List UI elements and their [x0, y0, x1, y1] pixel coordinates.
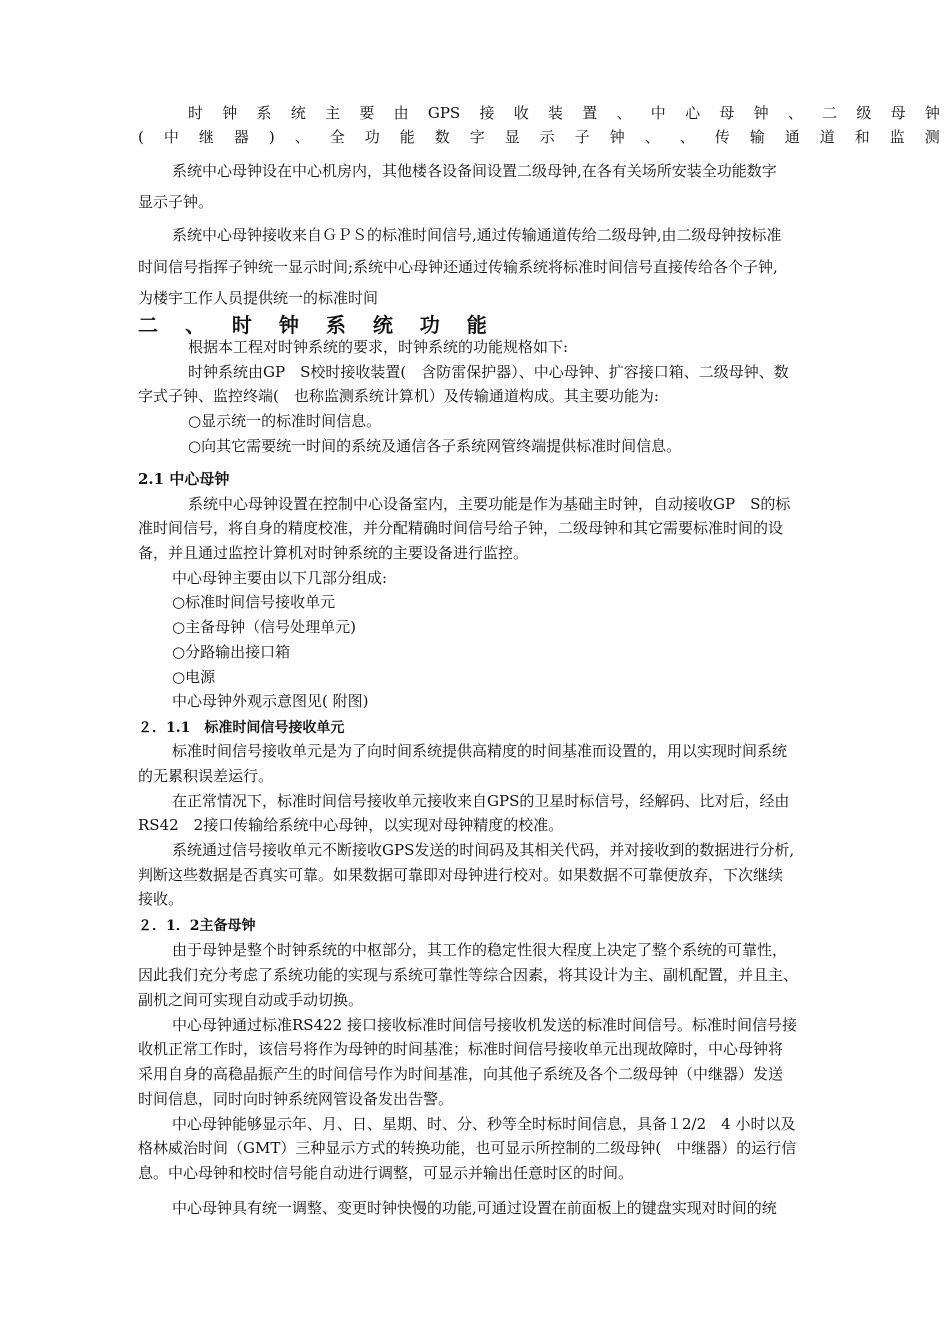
intro-p2-line1: 系统中心母钟设在中心机房内，其他楼各设备间设置二级母钟,在各有关场所安装全功能数字	[172, 162, 777, 180]
s21-p2: 中心母钟主要由以下几部分组成:	[172, 569, 388, 587]
intro-line1-char: 二	[822, 104, 838, 122]
s21-p1-line3: 备，并且通过监控计算机对时钟系统的主要设备进行监控。	[138, 544, 529, 562]
intro-line2-char: )	[268, 128, 275, 146]
s21-item-3: ○分路输出接口箱	[172, 643, 291, 661]
s211-p3-line3: 接收。	[138, 890, 184, 908]
intro-line2-char: 测	[924, 128, 940, 146]
intro-line2-char: 子	[574, 128, 590, 146]
intro-line2-char: 、	[294, 128, 310, 146]
intro-line2-char: 显	[504, 128, 520, 146]
intro-line1-char: 装	[548, 104, 564, 122]
intro-p3-line3: 为楼宇工作人员提供统一的标准时间	[138, 289, 379, 307]
s212-p2-line1: 中心母钟通过标准RS422 接口接收标准时间信号接收机发送的标准时间信号。标准时间信号接	[172, 1016, 797, 1034]
intro-line2-char: 、	[679, 128, 695, 146]
s212-p2-line3: 采用自身的高稳晶振产生的时间信号作为时间基准，向其他子系统及各个二级母钟（中继器）发送	[138, 1065, 784, 1083]
s21-item-1: ○标准时间信号接收单元	[172, 593, 336, 611]
intro-line2-char: 道	[819, 128, 835, 146]
intro-line1-char: 接	[479, 104, 495, 122]
s212-p3-line2: 格林威治时间（GMT）三种显示方式的转换功能，也可显示所控制的二级母钟( 中继器）的运行信	[138, 1139, 797, 1157]
s212-p3-line1: 中心母钟能够显示年、月、日、星期、时、分、秒等全时标时间信息，具备１2/2 4 小时以及	[172, 1115, 796, 1133]
intro-line2-char: 中	[163, 128, 179, 146]
s212-p1-line1: 由于母钟是整个时钟系统的中枢部分，其工作的稳定性很大程度上决定了整个系统的可靠性，	[172, 941, 788, 959]
section2-p1: 根据本工程对时钟系统的要求，时钟系统的功能规格如下:	[188, 338, 569, 356]
intro-line2-char: 全	[329, 128, 345, 146]
intro-line1-char: 主	[325, 104, 341, 122]
section2-p2-line1: 时钟系统由GP S校时接收装置( 含防雷保护器）、中心母钟、扩容接口箱、二级母钟、数	[188, 363, 789, 381]
intro-line1-char: 、	[787, 104, 803, 122]
s21-item-4: ○电源	[172, 668, 216, 686]
s211-p2-line1: 在正常情况下，标准时间信号接收单元接收来自GPS的卫星时标信号，经解码、比对后，经由	[172, 792, 790, 810]
intro-line2-char: 传	[714, 128, 730, 146]
intro-line1-char: 钟	[924, 104, 940, 122]
intro-line1-char: 系	[256, 104, 272, 122]
intro-line1-char: 收	[513, 104, 529, 122]
intro-line1-char: 级	[856, 104, 872, 122]
s211-p3-line1: 系统通过信号接收单元不断接收GPS发送的时间码及其相关代码，并对接收到的数据进行分析,	[172, 841, 795, 859]
s21-item-2: ○主备母钟（信号处理单元)	[172, 618, 356, 636]
s211-p1-line1: 标准时间信号接收单元是为了向时间系统提供高精度的时间基准而设置的，用以实现时间系统	[172, 742, 788, 760]
intro-line2-char: 和	[854, 128, 870, 146]
subsection-heading-2-1-1: ２．1.1 标准时间信号接收单元	[138, 720, 345, 736]
s21-p3: 中心母钟外观示意图见( 附图)	[172, 692, 369, 710]
s212-p1-line2: 因此我们充分考虑了系统功能的实现与系统可靠性等综合因素，将其设计为主、副机配置，并且主、	[138, 966, 799, 984]
intro-line1-char: 母	[719, 104, 735, 122]
intro-line1-char: 时	[188, 104, 204, 122]
intro-line2-char: 数	[434, 128, 450, 146]
intro-line2-char: 通	[784, 128, 800, 146]
s212-p4-line1: 中心母钟具有统一调整、变更时钟快慢的功能,可通过设置在前面板上的键盘实现对时间的统	[172, 1199, 777, 1217]
s212-p2-line4: 时间信息，同时向时钟系统网管设备发出告警。	[138, 1090, 454, 1108]
section2-p2-line2: 字式子钟、监控终端( 也称监测系统计算机）及传输通道构成。其主要功能为:	[138, 387, 659, 405]
intro-line1-char: 中	[650, 104, 666, 122]
intro-line1-char: 钟	[753, 104, 769, 122]
intro-line1-char: 统	[290, 104, 306, 122]
intro-line2-char: 示	[539, 128, 555, 146]
section2-bullet-1: ○显示统一的标准时间信息。	[188, 412, 382, 430]
intro-p3-line2: 时间信号指挥子钟统一显示时间;系统中心母钟还通过传输系统将标准时间信号直接传给各个子钟,	[138, 258, 778, 276]
intro-line1-char: 要	[359, 104, 375, 122]
s21-p1-line2: 准时间信号，将自身的精度校准，并分配精确时间信号给子钟，二级母钟和其它需要标准时间的设	[138, 519, 784, 537]
intro-line1-char: 心	[685, 104, 701, 122]
s211-p3-line2: 判断这些数据是否真实可靠。如果数据可靠即对母钟进行校对。如果数据不可靠便放弃，下次继续	[138, 866, 784, 884]
section2-bullet-2: ○向其它需要统一时间的系统及通信各子系统网管终端提供标准时间信息。	[188, 437, 682, 455]
intro-line-2	[138, 127, 940, 147]
intro-line2-char: 器	[233, 128, 249, 146]
intro-line1-char: 、	[616, 104, 632, 122]
intro-p3-line1: 系统中心母钟接收来自ＧＰＳ的标准时间信号,通过传输通道传给二级母钟,由二级母钟按标准	[172, 226, 782, 244]
intro-line-1	[138, 103, 940, 123]
subsection-heading-2-1: 2.1 中心母钟	[138, 470, 230, 488]
intro-line2-char: 功	[364, 128, 380, 146]
intro-line2-char: 、	[644, 128, 660, 146]
subsection-heading-2-1-2: ２．1．2主备母钟	[138, 918, 256, 934]
s211-p2-line2: RS42 2接口传输给系统中心母钟，以实现对母钟精度的校准。	[138, 816, 564, 834]
s21-p1-line1: 系统中心母钟设置在控制中心设备室内，主要功能是作为基础主时钟，自动接收GP S的标	[188, 495, 791, 513]
intro-line2-char: 输	[749, 128, 765, 146]
intro-line2-char: (	[138, 128, 144, 146]
section-heading: 二 、 时 钟 系 统 功 能	[138, 313, 497, 337]
intro-line1-char: 钟	[222, 104, 238, 122]
intro-line2-char: 继	[198, 128, 214, 146]
s212-p2-line2: 收机正常工作时，该信号将作为母钟的时间基准；标准时间信号接收单元出现故障时，中心母钟将	[138, 1040, 784, 1058]
intro-line1-char: GPS	[427, 104, 461, 122]
s211-p1-line2: 的无累积误差运行。	[138, 767, 274, 785]
intro-line2-char: 字	[469, 128, 485, 146]
intro-p2-line2: 显示子钟。	[138, 193, 214, 211]
intro-line1-char: 置	[582, 104, 598, 122]
intro-line1-char: 母	[890, 104, 906, 122]
intro-line2-char: 钟	[609, 128, 625, 146]
intro-line1-char: 由	[393, 104, 409, 122]
s212-p3-line3: 息。中心母钟和校时信号能自动进行调整，可显示并输出任意时区的时间。	[138, 1164, 634, 1182]
s212-p1-line3: 副机之间可实现自动或手动切换。	[138, 991, 364, 1009]
intro-line2-char: 监	[889, 128, 905, 146]
intro-line2-char: 能	[399, 128, 415, 146]
